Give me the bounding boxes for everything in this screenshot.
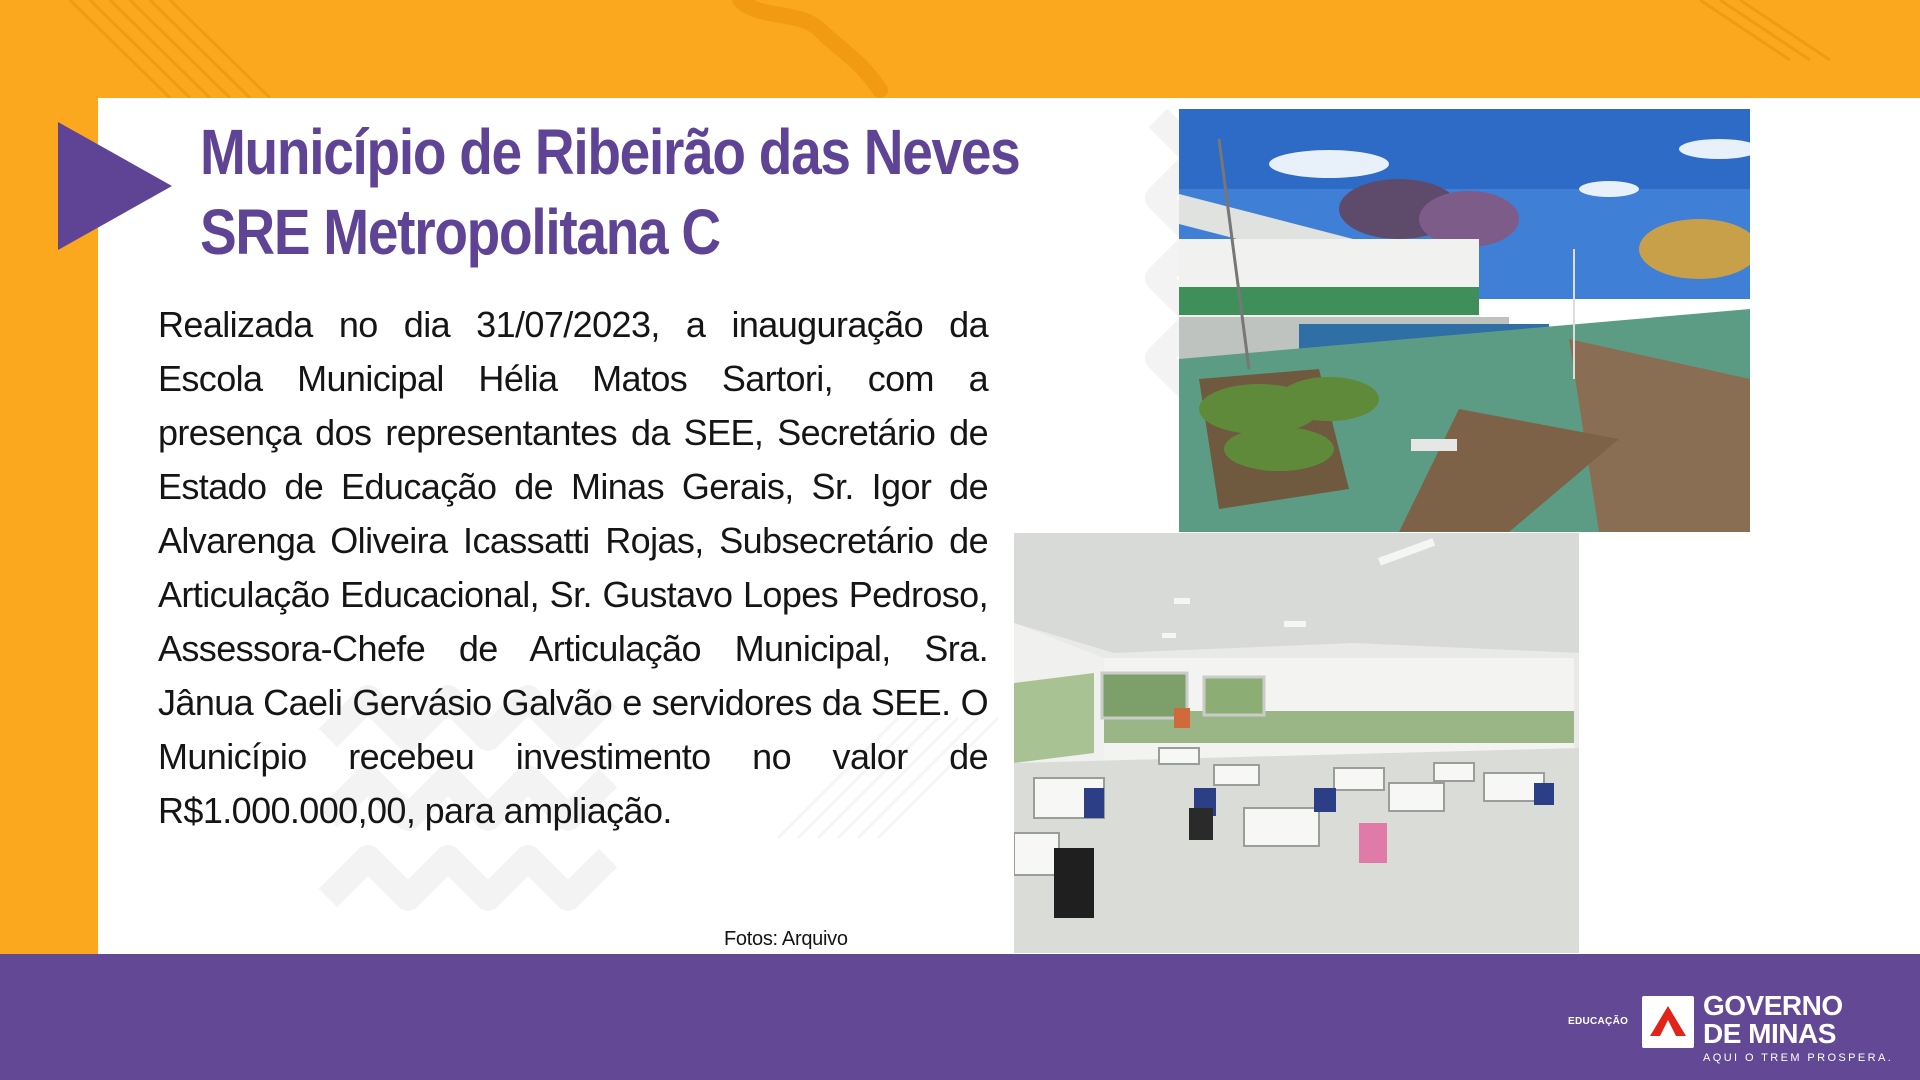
- school-exterior-photo: [1179, 109, 1750, 532]
- title-line-1: Município de Ribeirão das Neves: [200, 116, 1020, 188]
- brand-name: [1703, 992, 1843, 1048]
- minas-triangle-icon: [1642, 996, 1694, 1048]
- brand-tagline: AQUI O TREM PROSPERA.: [1703, 1052, 1894, 1064]
- photo-credit: Fotos: Arquivo: [724, 928, 848, 950]
- orange-decorative-band: [0, 0, 1920, 98]
- brand-line-2: DE MINAS: [1703, 1018, 1836, 1049]
- title-line-2: SRE Metropolitana C: [200, 196, 720, 268]
- brand-line-1: GOVERNO: [1703, 990, 1843, 1021]
- governo-de-minas-logo: [1568, 974, 1894, 1064]
- event-description: Realizada no dia 31/07/2023, a inauguração da Escola Municipal Hélia Matos Sartori, com a presença dos representantes da SEE, Secretário de Estado de Educação de Minas Gerais, Sr. Igor de Alvarenga Oliveira Icassatti Rojas, Subsecretário de Articulação Educacional, Sr. Gustavo Lopes Pedroso, Assessora-Chefe de Articulação Municipal, Sra. Jânua Caeli Gervásio Galvão e servidores da SEE. O Município recebeu investimento no valor de R$1.000.000,00, para ampliação.: [158, 304, 988, 831]
- play-arrow-icon: [58, 122, 172, 250]
- education-label: EDUCAÇÃO: [1568, 1016, 1629, 1027]
- classroom-photo: [1014, 533, 1579, 953]
- page-title: [200, 112, 1019, 272]
- footer-bar: [0, 954, 1920, 1080]
